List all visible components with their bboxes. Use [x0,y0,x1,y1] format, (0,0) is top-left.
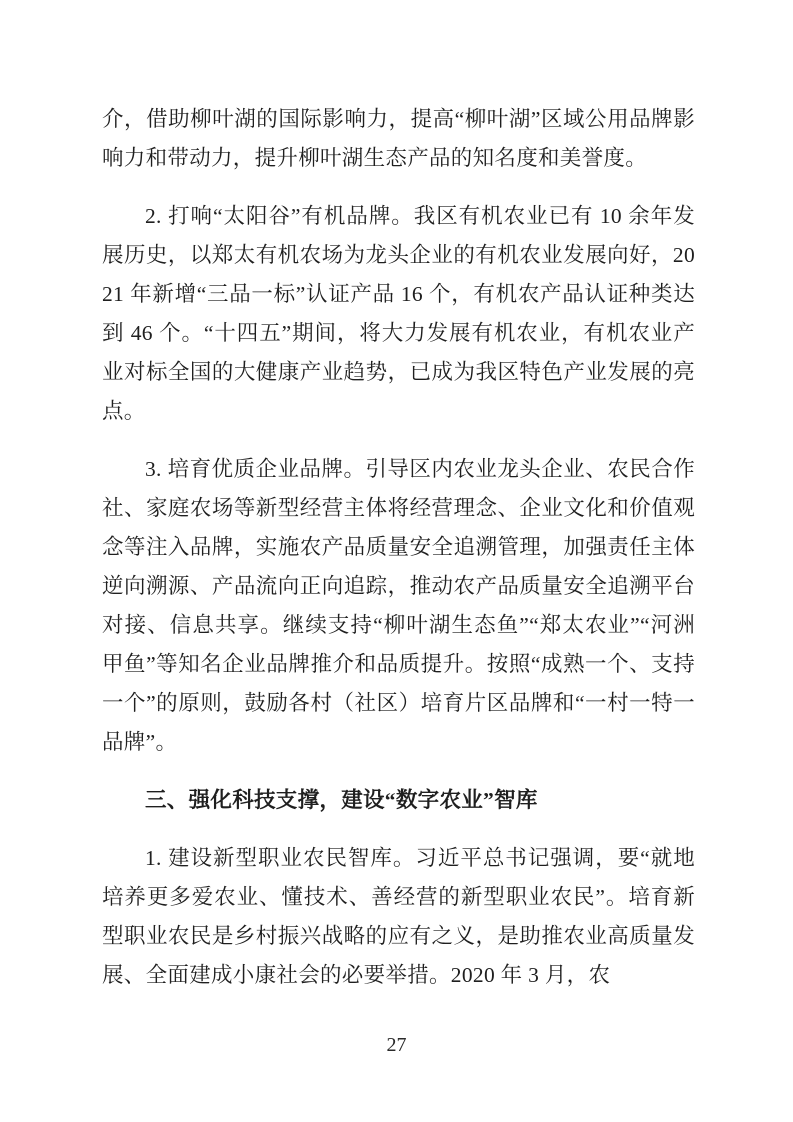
paragraph: 1. 建设新型职业农民智库。习近平总书记强调，要“就地培养更多爱农业、懂技术、善经营的新型职业农民”。培育新型职业农民是乡村振兴战略的应有之义，是助推农业高质量发展、全面建成小康社会的必要举措。2020 年 3 月，农 [102,846,695,987]
page-content [102,100,695,995]
page-number: 27 [386,1034,407,1056]
paragraph: 介，借助柳叶湖的国际影响力，提高“柳叶湖”区域公用品牌影响力和带动力，提升柳叶湖生态产品的知名度和美誉度。 [102,107,695,170]
section-heading: 三、强化科技支撑，建设“数字农业”智库 [145,788,538,812]
page-footer [0,1033,793,1057]
paragraph: 3. 培育优质企业品牌。引导区内农业龙头企业、农民合作社、家庭农场等新型经营主体将经营理念、企业文化和价值观念等注入品牌，实施农产品质量安全追溯管理，加强责任主体逆向溯源、产品流向正向追踪，推动农产品质量安全追溯平台对接、信息共享。继续支持“柳叶湖生态鱼”“郑太农业”“河洲甲鱼”等知名企业品牌推介和品质提升。按照“成熟一个、支持一个”的原则，鼓励各村（社区）培育片区品牌和“一村一特一品牌”。 [102,457,695,754]
paragraph: 2. 打响“太阳谷”有机品牌。我区有机农业已有 10 余年发展历史，以郑太有机农场为龙头企业的有机农业发展向好，2021 年新增“三品一标”认证产品 16 个，有机农产品认证种类达到 46 个。“十四五”期间，将大力发展有机农业，有机农业产业对标全国的大健康产业趋势，已成为我区特色产业发展的亮点。 [102,204,695,423]
